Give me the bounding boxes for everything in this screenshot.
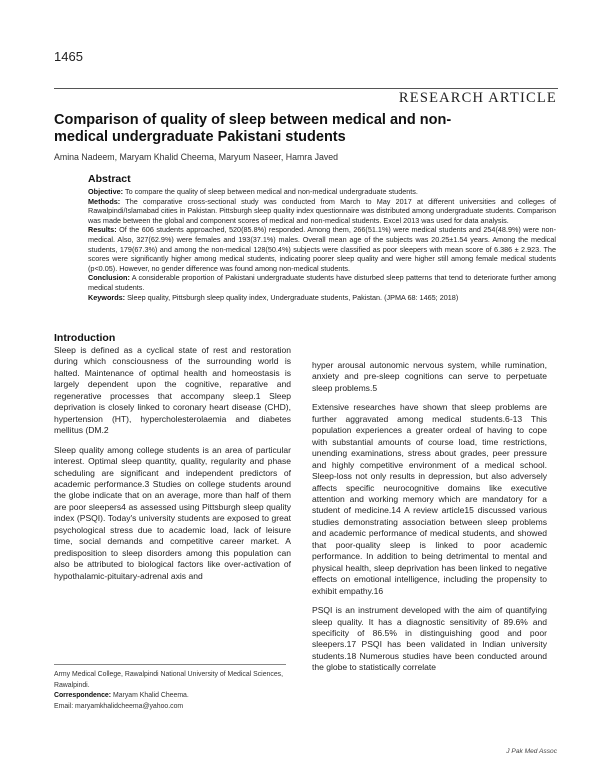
right-column [312, 360, 547, 682]
objective-text: To compare the quality of sleep between medical and non-medical undergraduate students. [123, 187, 418, 196]
section-label: RESEARCH ARTICLE [398, 90, 557, 106]
affiliation: Army Medical College, Rawalpindi National University of Medical Sciences, Rawalpindi. [54, 671, 284, 689]
results-label: Results: [88, 225, 117, 235]
author-list: Amina Nadeem, Maryam Khalid Cheema, Maryum Naseer, Hamra Javed [54, 152, 339, 162]
introduction-heading: Introduction [54, 332, 116, 344]
intro-paragraph-2: Sleep quality among college students is an area of particular interest. Optimal sleep quantity, quality, regularity and phase scheduling are significant and independent predictors of academic performance.3 Studies on college students around the globe indicate that on an average, more than half of them are poor sleepers4 as assessed using Pittsburgh sleep quality index (PSQI). Today's university students are exposed to great psychological stress due to academic load, lack of leisure time, social demands and competitive career market. A predisposition to sleep disorders among this population can also be attributed to biological factors like over-activation of hypothalamic-pituitary-adrenal axis and [54, 444, 291, 581]
keywords-text: Sleep quality, Pittsburgh sleep quality index, Undergraduate students, Pakistan. (JPMA 68: 1465; 2018) [125, 292, 459, 302]
intro-paragraph-4: PSQI is an instrument developed with the aim of quantifying sleep quality. It has a diagnostic sensitivity of 89.6% and specificity of 86.5% in distinguishing good and poor sleepers.17 PSQI has been validated in Indian university students.18 Numerous studies have been conducted around the globe to statistically correlate [312, 605, 547, 673]
conclusion-text: A considerable proportion of Pakistani undergraduate students have disturbed sleep patterns that tend to deteriorate further among medical students. [88, 273, 556, 292]
journal-footer: J Pak Med Assoc [506, 748, 557, 755]
left-column [54, 332, 291, 590]
correspondence-label: Correspondence: [54, 692, 112, 699]
header-rule [54, 88, 558, 89]
abstract [88, 173, 556, 302]
objective-label: Objective: [88, 187, 124, 196]
email: Email: maryamkhalidcheema@yahoo.com [54, 702, 184, 710]
article-title: Comparison of quality of sleep between medical and non-medical undergraduate Pakistani students [54, 112, 452, 145]
abstract-conclusion [88, 273, 556, 292]
intro-paragraph-3: Extensive researches have shown that sleep problems are further aggravated among medical students.6-13 This population experiences a greater ordeal of having to cope with substantial amounts of course load, time restrictions, unending examinations, stress about grades, peer pressure and highly competitive environment of a medical school. Sleep-loss not only results in depression, but also adversely affects specific neurocognitive domains like executive attention and working memory which are mandatory for a student of medicine.14 A review article15 discussed various studies demonstrating association between sleep problems and academic performance of medical students, and showed that poor-quality sleep is linked to poor academic performance. In addition to being detrimental to mental and physical health, sleep deprivation has been linked to negative effects on emotional intelligence, including the propensity to exhibit empathy.16 [312, 402, 547, 596]
correspondence-name: Maryam Khalid Cheema. [111, 692, 189, 699]
methods-label: Methods: [88, 196, 121, 206]
correspondence [54, 691, 294, 702]
abstract-methods [88, 197, 556, 226]
abstract-results [88, 225, 556, 273]
abstract-heading: Abstract [88, 173, 131, 185]
footnote-rule [54, 664, 286, 665]
keywords-label: Keywords: [88, 292, 126, 302]
page-number: 1465 [54, 49, 83, 64]
abstract-objective [88, 187, 556, 197]
abstract-keywords [88, 293, 556, 303]
conclusion-label: Conclusion: [88, 273, 130, 283]
intro-paragraph-1: Sleep is defined as a cyclical state of rest and restoration during which consciousness of the surrounding world is halted. Maintenance of optimal health and homeostasis is largely dependent upon the cognitive, reparative and regenerative processes that accompany sleep.1 Sleep deprivation is closely linked to coronary heart disease (CHD), hypertension (HT), hypercholesterolaemia and diabetes mellitus (DM.2 [54, 345, 291, 436]
methods-text: The comparative cross-sectional study was conducted from March to May 2017 at different universities and colleges of Rawalpindi/Islamabad cities in Pakistan. Pittsburgh sleep quality index questionnaire was distributed among undergraduate students. Comparison was made between the global and component scores of medical and non-medical students. Excel 2013 was used for data analysis. [88, 196, 556, 225]
footnotes [54, 670, 294, 712]
intro-paragraph-2-continued: hyper arousal autonomic nervous system, while rumination, anxiety and pre-sleep cognitions can serve to perpetuate sleep problems.5 [312, 360, 547, 393]
results-text: Of the 606 students approached, 520(85.8%) responded. Among them, 266(51.1%) were medical students and 254(48.9%) were non-medical. Also, 327(62.9%) were females and 193(37.1%) males. Overall mean age of the subjects was 20.25±1.54 years. Among the medical students, 179(67.3%) and among the non-medical 128(50.4%) subjects were classified as poor sleepers with mean score of 6.386 ± 2.923. The scores were significantly higher among medical students, indicating poorer sleep quality and were higher still among female medical students (p<0.05). However, no gender difference was found among non-medical students. [88, 225, 556, 273]
